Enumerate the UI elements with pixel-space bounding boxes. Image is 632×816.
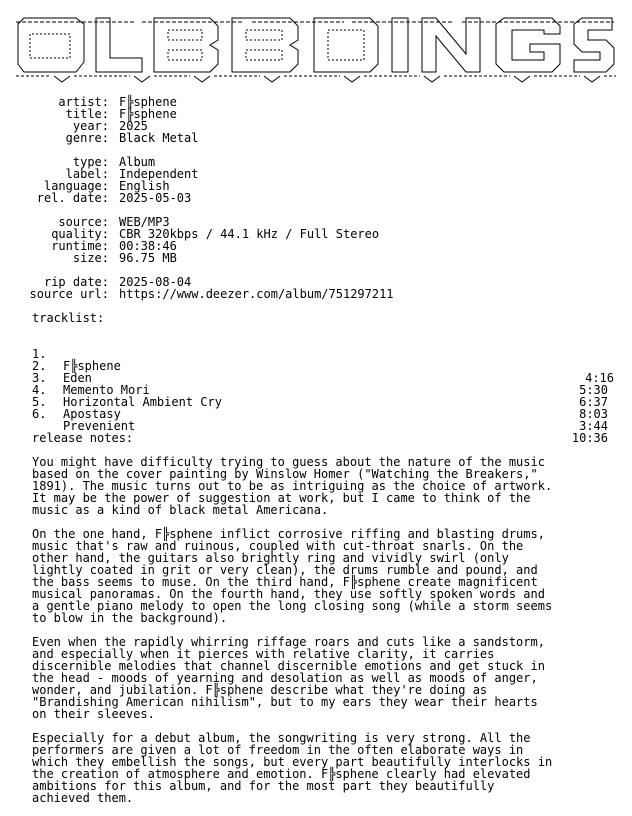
source-url-label: source url: [29, 287, 109, 301]
quality-value: CBR 320kbps / 44.1 kHz / Full Stereo [119, 227, 380, 241]
track-name: Eden [63, 371, 92, 385]
source-url-value: https://www.deezer.com/album/751297211 [119, 287, 394, 301]
rel-date-label: rel. date: [36, 191, 109, 205]
rip-date-label: rip date: [43, 275, 109, 289]
size-label: size: [72, 251, 109, 265]
text-line: to blow in the background). [32, 611, 228, 625]
text-line: 1891). The music turns out to be as intriguing as the choice of artwork. [32, 479, 553, 493]
text-line: achieved them. [32, 791, 134, 805]
size-value: 96.75 MB [119, 251, 177, 265]
track-number: 3. [32, 371, 47, 385]
text-line: and especially when it pierces with relative clarity, it carries [32, 647, 495, 661]
rip-date-value: 2025-08-04 [119, 275, 192, 289]
track-duration: 4:16 [585, 371, 614, 385]
text-line: discernible melodies that channel discernible emotions and get stuck in [32, 659, 545, 673]
track-duration: 3:44 [579, 419, 608, 433]
text-line: Even when the rapidly whirring riffage roars and cuts like a sandstorm, [32, 635, 545, 649]
language-value: English [119, 179, 170, 193]
track-name: F╠sphene [63, 359, 121, 373]
track-duration: 5:30 [579, 383, 608, 397]
text-line: music as a kind of black metal Americana. [32, 503, 329, 517]
text-line: lightly coated in grit or very clean), the drums rumble and pound, and [32, 563, 538, 577]
title-value: F╠sphene [119, 107, 177, 121]
quality-label: quality: [51, 227, 109, 241]
source-label: source: [58, 215, 109, 229]
year-value: 2025 [119, 119, 148, 133]
release-notes-paragraph-1 [32, 456, 622, 516]
release-notes-paragraph-4 [32, 732, 622, 804]
text-line: the bass seems to muse. On the third hand, F╠sphene create magnificent [32, 575, 538, 589]
genre-label: genre: [65, 131, 109, 145]
track-name: Horizontal Ambient Cry [63, 395, 222, 409]
ascii-banner [14, 14, 618, 84]
text-line: On the one hand, F╠sphene inflict corrosive riffing and blasting drums, [32, 527, 545, 541]
text-line: Especially for a debut album, the songwriting is very strong. All the [32, 731, 531, 745]
text-line: which they embellish the songs, but every part beautifully interlocks in [32, 755, 553, 769]
title-label: title: [65, 107, 109, 121]
language-label: language: [43, 179, 109, 193]
track-name: Memento Mori [63, 383, 150, 397]
info-row-size [0, 252, 632, 264]
release-notes-paragraph-3 [32, 636, 622, 720]
text-line: a gentle piano melody to open the long closing song (while a storm seems [32, 599, 553, 613]
text-line: ambitions for this album, and for the most part they beautifully [32, 779, 495, 793]
info-section [0, 96, 632, 300]
track-number: 2. [32, 359, 47, 373]
info-row-rel-date [0, 192, 632, 204]
type-label: type: [72, 155, 109, 169]
text-line: the creation of atmosphere and emotion. F╠sphene clearly had elevated [32, 767, 531, 781]
track-duration: 10:36 [571, 431, 608, 445]
text-line: You might have difficulty trying to guess about the nature of the music [32, 455, 545, 469]
runtime-value: 00:38:46 [119, 239, 177, 253]
runtime-label: runtime: [51, 239, 109, 253]
track-name: Apostasy [63, 407, 121, 421]
text-line: on their sleeves. [32, 707, 155, 721]
track-number: 1. [32, 347, 47, 361]
text-line: musical panoramas. On the fourth hand, they use softly spoken words and [32, 587, 545, 601]
text-line: It may be the power of suggestion at work, but I came to think of the [32, 491, 531, 505]
type-value: Album [119, 155, 156, 169]
track-duration: 8:03 [579, 407, 608, 421]
text-line: performers are given a lot of freedom in the often elaborate ways in [32, 743, 524, 757]
info-row-source-url [0, 288, 632, 300]
track-duration: 6:37 [579, 395, 608, 409]
track-number: 4. [32, 383, 47, 397]
rel-date-value: 2025-05-03 [119, 191, 192, 205]
track-name: Prevenient [63, 419, 136, 433]
genre-value: Black Metal [119, 131, 199, 145]
release-notes-heading: release notes: [32, 431, 134, 445]
release-notes-paragraph-2 [32, 528, 622, 624]
text-line: the head - moods of yearning and desolation as well as moods of anger, [32, 671, 538, 685]
artist-label: artist: [58, 95, 109, 109]
source-value: WEB/MP3 [119, 215, 170, 229]
track-number: 5. [32, 395, 47, 409]
text-line: other hand, the guitars also brightly ring and vividly swirl (only [32, 551, 509, 565]
text-line: music that's raw and ruinous, coupled with cut-throat snarls. On the [32, 539, 524, 553]
text-line: "Brandishing American nihilism", but to my ears they wear their hearts [32, 695, 538, 709]
artist-value: F╠sphene [119, 95, 177, 109]
info-row-genre [0, 132, 632, 144]
year-label: year: [72, 119, 109, 133]
label-value: Independent [119, 167, 199, 181]
text-line: wonder, and jubilation. F╠sphene describe what they're doing as [32, 683, 488, 697]
track-number: 6. [32, 407, 47, 421]
tracklist-heading: tracklist: [32, 311, 105, 325]
text-line: based on the cover painting by Winslow Homer ("Watching the Breakers," [32, 467, 538, 481]
label-label: label: [65, 167, 109, 181]
